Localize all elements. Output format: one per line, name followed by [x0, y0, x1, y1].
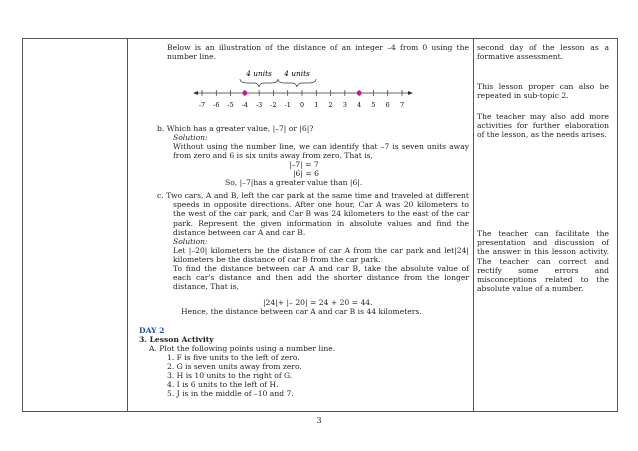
- tick-label: 0: [299, 101, 305, 109]
- tick-label: -3: [256, 101, 263, 109]
- item-b-eq2: |6| = 6: [293, 169, 319, 178]
- activity-item: 3. H is 10 units to the right of G.: [167, 371, 293, 380]
- intro-text: Below is an illustration of the distance of an integer –4 from 0 using the number line.: [167, 43, 469, 62]
- number-line-figure: [193, 65, 433, 111]
- tick-label: -7: [198, 101, 206, 109]
- item-b-question: b. Which has a greater value, |–7| or |6|?: [157, 124, 314, 133]
- item-b-body: Without using the number line, we can identify that –7 is seven units away from zero and 6 is six units away from zero. That is,: [173, 142, 469, 161]
- page-number: 3: [316, 416, 322, 425]
- activity-item: 2. G is seven units away from zero.: [167, 362, 302, 371]
- lesson-content-column: [133, 39, 473, 411]
- tick-label: 3: [342, 101, 347, 109]
- tick-label: -5: [227, 101, 234, 109]
- marked-point: [242, 91, 247, 96]
- tick-label: -1: [284, 101, 291, 109]
- note-repeat: This lesson proper can also be repeated in sub-topic 2.: [477, 82, 609, 101]
- item-b-conclusion: So, |–7|has a greater value than |6|.: [225, 178, 363, 187]
- item-c-line2: To find the distance between car A and car B, take the absolute value of each car's distance and then add the shorter distance from the longer distance. That is,: [173, 264, 469, 292]
- day-heading: DAY 2: [139, 326, 165, 335]
- right-brace: [278, 79, 316, 87]
- table-divider-right: [473, 39, 474, 411]
- lesson-table: [22, 38, 618, 412]
- marked-point: [357, 91, 362, 96]
- note-formative: second day of the lesson as a formative assessment.: [477, 43, 609, 62]
- left-arrow: [193, 91, 198, 95]
- tick-label: 7: [399, 101, 405, 109]
- tick-label: 2: [328, 101, 333, 109]
- tick-label: -4: [241, 101, 248, 109]
- item-c-equation: |24|+ |– 20| = 24 + 20 = 44.: [263, 298, 373, 307]
- tick-label: 1: [314, 101, 319, 109]
- right-brace-label: 4 units: [284, 69, 310, 78]
- item-c-line1: Let |–20| kilometers be the distance of car A from the car park and let|24| kilometers be the distance of car B from the car park.: [173, 246, 469, 265]
- tick-label: -6: [213, 101, 220, 109]
- tick-label: -2: [270, 101, 277, 109]
- table-divider-left: [127, 39, 128, 411]
- activity-item: 1. F is five units to the left of zero.: [167, 353, 300, 362]
- left-brace-label: 4 units: [246, 69, 272, 78]
- item-b-eq1: |–7| = 7: [289, 160, 319, 169]
- item-c-question: c. Two cars, A and B, left the car park at the same time and traveled at different speeds in opposite directions. After one hour, Car A was 20 kilometers to the west of the car park, and Car B was 24 kilometers to the east of the car park. Represent the given information in absolute values and find the distance between car A and car B.: [157, 191, 469, 237]
- activity-item: 4. I is 6 units to the left of H.: [167, 380, 279, 389]
- tick-label: 5: [371, 101, 376, 109]
- note-add-activities: The teacher may also add more activities for further elaboration of the lesson, as the needs arises.: [477, 112, 609, 140]
- item-b-solution-label: Solution:: [173, 133, 208, 142]
- teacher-notes-column: [477, 39, 615, 411]
- right-arrow: [408, 91, 413, 95]
- item-c-solution-label: Solution:: [173, 237, 208, 246]
- tick-label: 6: [385, 101, 390, 109]
- item-c-conclusion: Hence, the distance between car A and car B is 44 kilometers.: [181, 307, 422, 316]
- note-facilitate: The teacher can facilitate the presentation and discussion of the answer in this lesson activity. The teacher can correct and rectify some errors and misconceptions related to the absolute value of a number.: [477, 229, 609, 294]
- activity-title: 3. Lesson Activity: [139, 335, 214, 344]
- activity-subtitle: A. Plot the following points using a number line.: [149, 344, 336, 353]
- activity-item: 5. J is in the middle of –10 and 7.: [167, 389, 294, 398]
- tick-label: 4: [357, 101, 362, 109]
- left-brace: [240, 79, 278, 87]
